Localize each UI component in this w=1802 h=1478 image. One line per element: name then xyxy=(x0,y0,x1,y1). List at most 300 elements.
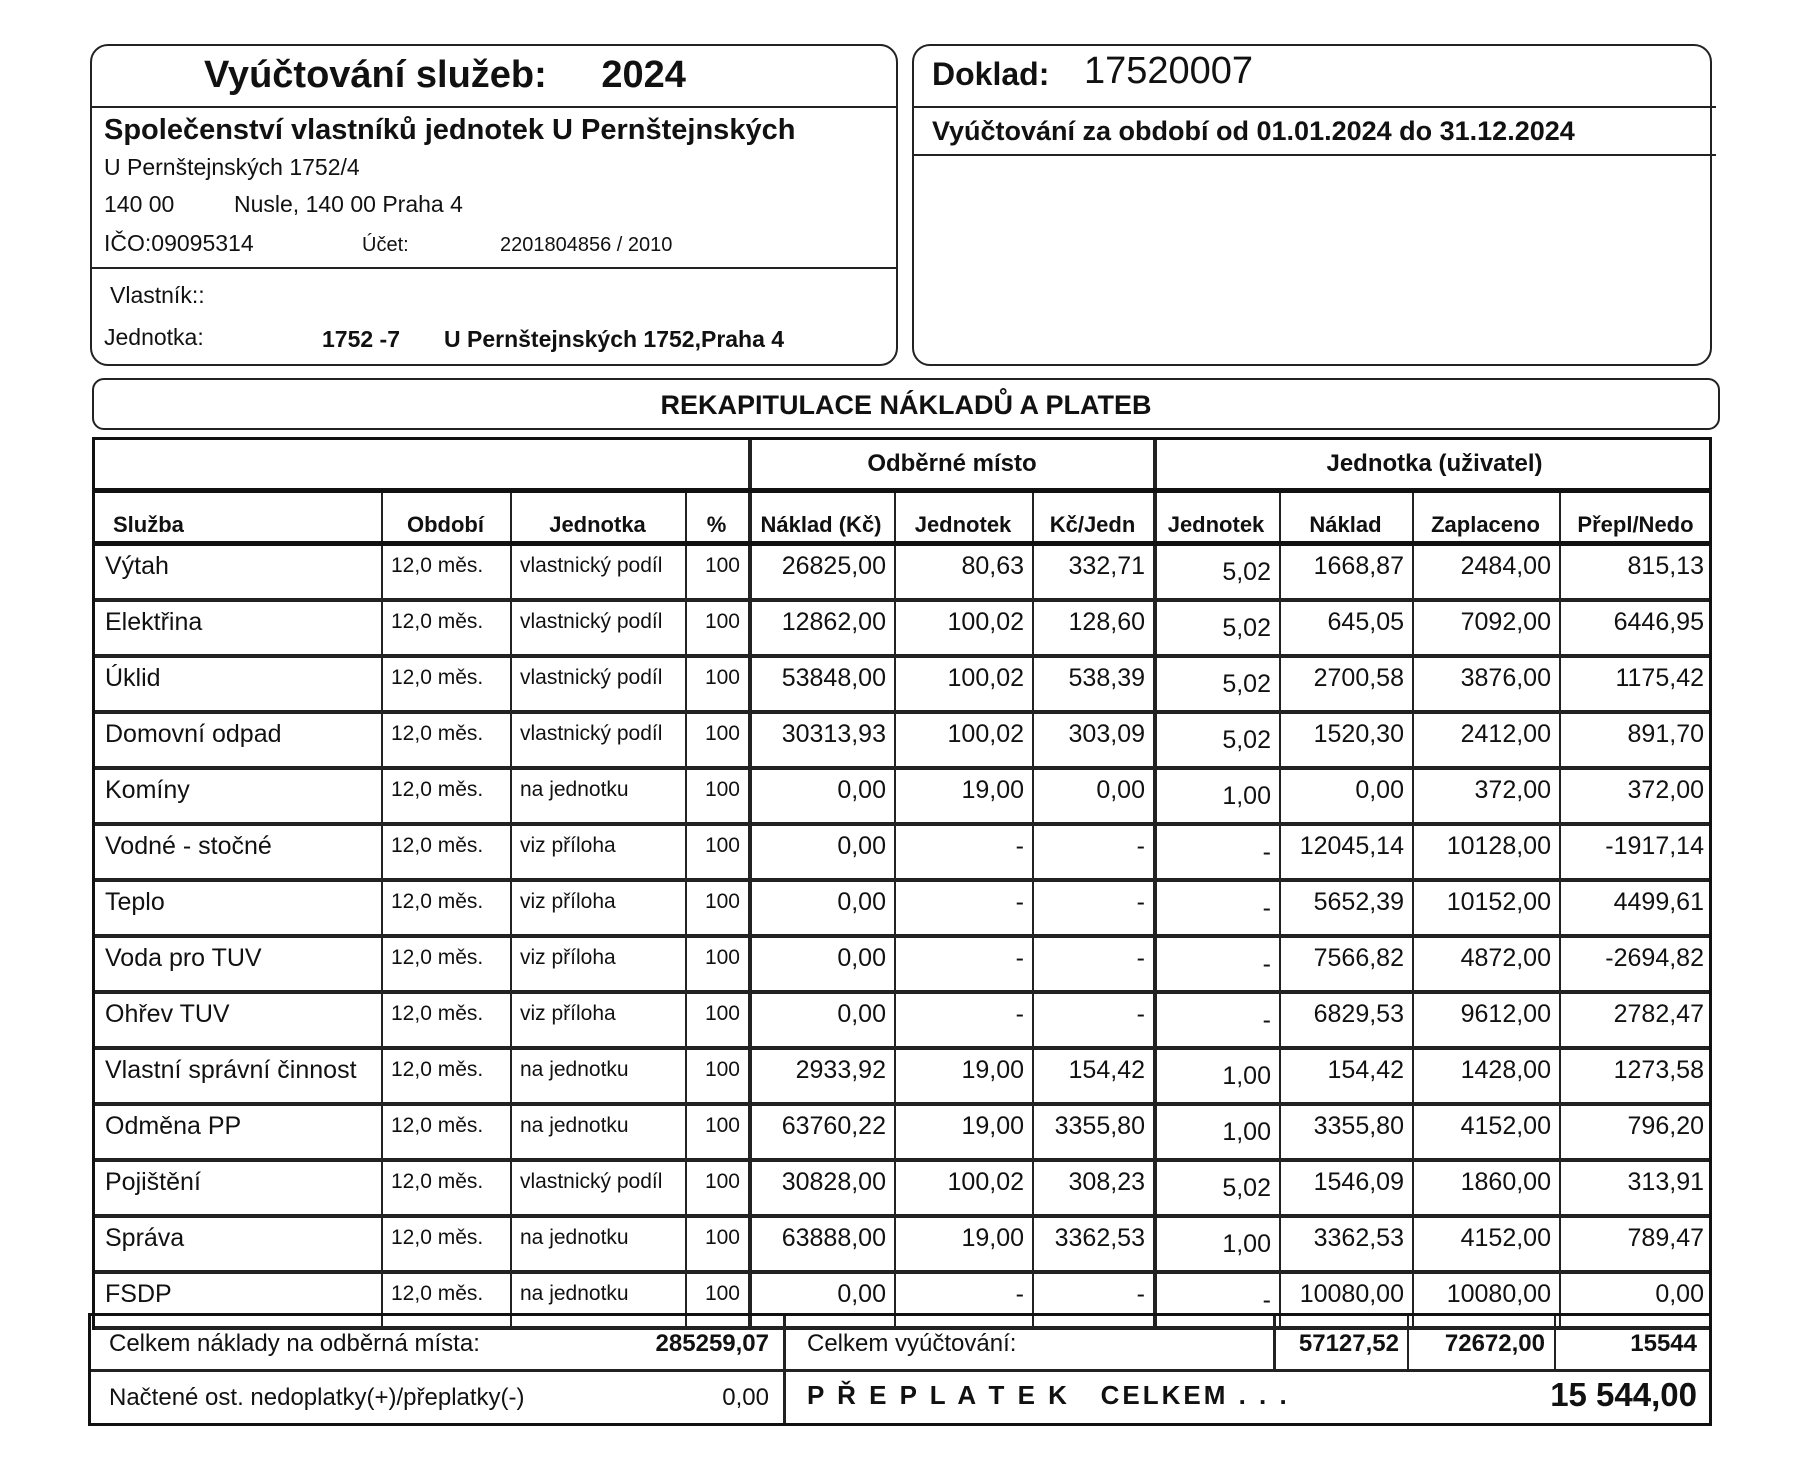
table-cell: 0,00 xyxy=(1355,776,1404,804)
table-cell: - xyxy=(1262,1006,1271,1034)
table-cell: Úklid xyxy=(105,664,161,692)
col-divider xyxy=(1554,1316,1556,1370)
col-divider xyxy=(1559,1162,1561,1214)
table-cell: 100 xyxy=(704,1170,740,1193)
table-cell: - xyxy=(1262,950,1271,978)
group-odberne-misto: Odběrné místo xyxy=(867,450,1037,477)
col-divider xyxy=(1412,602,1414,654)
table-cell: 1175,42 xyxy=(1615,664,1704,692)
col-divider xyxy=(1412,1106,1414,1158)
table-cell: 1,00 xyxy=(1222,1230,1271,1258)
org-name: Společenství vlastníků jednotek U Pernštejnských xyxy=(104,114,796,146)
col-divider xyxy=(748,546,752,598)
table-cell: 2484,00 xyxy=(1460,552,1551,580)
table-cell: 10080,00 xyxy=(1299,1280,1404,1308)
table-row xyxy=(95,1218,1709,1274)
col-divider xyxy=(1559,658,1561,710)
col-divider xyxy=(894,658,896,710)
table-cell: - xyxy=(1015,1000,1024,1028)
col-divider xyxy=(1279,493,1281,541)
table-cell: 1428,00 xyxy=(1460,1056,1551,1084)
col-divider xyxy=(1032,1162,1034,1214)
table-cell: 19,00 xyxy=(961,1224,1024,1252)
col-divider xyxy=(510,994,512,1046)
table-cell: - xyxy=(1015,832,1024,860)
column-header: % xyxy=(706,512,727,537)
col-divider xyxy=(1153,714,1157,766)
col-divider xyxy=(1412,546,1414,598)
table-cell: viz příloha xyxy=(520,834,616,857)
col-divider xyxy=(1559,1106,1561,1158)
col-divider xyxy=(748,602,752,654)
col-divider xyxy=(381,1218,383,1270)
col-divider xyxy=(894,714,896,766)
col-divider xyxy=(381,1050,383,1102)
table-cell: 12,0 měs. xyxy=(391,1282,484,1305)
table-cell: Správa xyxy=(105,1224,185,1252)
table-cell: 30828,00 xyxy=(781,1168,886,1196)
table-cell: 5,02 xyxy=(1222,1174,1271,1202)
table-cell: 1546,09 xyxy=(1313,1168,1404,1196)
table-cell: vlastnický podíl xyxy=(520,554,663,577)
table-body xyxy=(95,546,1709,1330)
table-row xyxy=(95,714,1709,770)
column-header: Služba xyxy=(113,512,184,537)
table-cell: Výtah xyxy=(105,552,169,580)
table-cell: 12,0 měs. xyxy=(391,1170,484,1193)
divider xyxy=(914,106,1716,108)
col-divider xyxy=(1279,546,1281,598)
col-divider xyxy=(1279,1106,1281,1158)
col-divider xyxy=(1559,938,1561,990)
col-divider xyxy=(748,1162,752,1214)
table-cell: 80,63 xyxy=(961,552,1024,580)
table-cell: 63760,22 xyxy=(781,1112,886,1140)
table-cell: 7566,82 xyxy=(1313,944,1404,972)
col-divider xyxy=(1153,602,1157,654)
other-balance-label: Načtené ost. nedoplatky(+)/přeplatky(-) xyxy=(109,1384,525,1411)
col-divider xyxy=(685,714,687,766)
section-title-box xyxy=(92,378,1720,430)
table-cell: 2782,47 xyxy=(1613,1000,1704,1028)
col-divider xyxy=(1279,1050,1281,1102)
doc-label: Doklad: xyxy=(932,56,1050,92)
col-divider xyxy=(510,1106,512,1158)
col-divider xyxy=(1559,493,1561,541)
col-divider xyxy=(1412,714,1414,766)
col-divider xyxy=(1412,826,1414,878)
table-cell: - xyxy=(1136,832,1145,860)
col-divider xyxy=(1559,770,1561,822)
table-cell: 100 xyxy=(704,554,740,577)
title-year: 2024 xyxy=(601,54,686,96)
table-cell: 303,09 xyxy=(1068,720,1145,748)
col-divider xyxy=(1279,770,1281,822)
col-divider xyxy=(381,546,383,598)
table-cell: 7092,00 xyxy=(1460,608,1551,636)
table-cell: - xyxy=(1262,1286,1271,1314)
col-divider xyxy=(748,658,752,710)
table-cell: 100 xyxy=(704,778,740,801)
col-divider xyxy=(748,770,752,822)
col-divider xyxy=(1559,1218,1561,1270)
table-cell: 26825,00 xyxy=(781,552,886,580)
col-divider xyxy=(748,1050,752,1102)
table-cell: 0,00 xyxy=(1096,776,1145,804)
col-divider xyxy=(894,602,896,654)
col-divider xyxy=(1412,493,1414,541)
total-billing-prepl: 15544 xyxy=(1630,1330,1697,1357)
col-divider xyxy=(1559,1050,1561,1102)
doc-number: 17520007 xyxy=(1084,50,1254,92)
col-divider xyxy=(381,493,383,541)
account-value: 2201804856 / 2010 xyxy=(500,234,673,256)
table-row xyxy=(95,1162,1709,1218)
table-cell: 9612,00 xyxy=(1460,1000,1551,1028)
col-divider xyxy=(1279,882,1281,934)
table-cell: - xyxy=(1136,1000,1145,1028)
col-divider xyxy=(685,493,687,541)
table-cell: vlastnický podíl xyxy=(520,1170,663,1193)
table-cell: 12,0 měs. xyxy=(391,1058,484,1081)
table-row xyxy=(95,1106,1709,1162)
col-divider xyxy=(685,1218,687,1270)
col-divider xyxy=(1279,1218,1281,1270)
table-cell: 10128,00 xyxy=(1446,832,1551,860)
col-divider xyxy=(748,826,752,878)
column-header: Zaplaceno xyxy=(1431,512,1540,537)
col-divider xyxy=(1412,1218,1414,1270)
table-cell: 645,05 xyxy=(1327,608,1404,636)
col-divider xyxy=(1153,826,1157,878)
table-cell: 6829,53 xyxy=(1313,1000,1404,1028)
other-balance-value: 0,00 xyxy=(722,1384,769,1411)
table-cell: 4152,00 xyxy=(1460,1112,1551,1140)
col-divider xyxy=(1032,1050,1034,1102)
col-divider xyxy=(1153,1162,1157,1214)
col-divider xyxy=(1032,994,1034,1046)
table-cell: 12,0 měs. xyxy=(391,610,484,633)
col-divider xyxy=(748,938,752,990)
col-divider xyxy=(685,994,687,1046)
col-divider xyxy=(894,938,896,990)
table-row xyxy=(95,546,1709,602)
table-cell: viz příloha xyxy=(520,1002,616,1025)
group-jednotka: Jednotka (uživatel) xyxy=(1326,450,1543,477)
divider xyxy=(91,1369,1709,1372)
col-divider xyxy=(685,1162,687,1214)
col-divider xyxy=(1032,714,1034,766)
table-cell: 100 xyxy=(704,1002,740,1025)
col-divider xyxy=(1412,938,1414,990)
table-cell: 3362,53 xyxy=(1313,1224,1404,1252)
title-label: Vyúčtování služeb: xyxy=(204,54,547,96)
col-divider xyxy=(894,1106,896,1158)
table-row xyxy=(95,658,1709,714)
statement-title xyxy=(204,54,686,97)
column-header-row xyxy=(95,493,1709,546)
unit-number: 1752 -7 xyxy=(322,326,401,352)
col-divider xyxy=(894,1162,896,1214)
table-cell: na jednotku xyxy=(520,1114,629,1137)
table-cell: 100,02 xyxy=(947,720,1024,748)
table-cell: Elektřina xyxy=(105,608,203,636)
col-divider xyxy=(1412,658,1414,710)
table-cell: 19,00 xyxy=(961,1112,1024,1140)
col-divider xyxy=(1032,882,1034,934)
table-cell: 100 xyxy=(704,1282,740,1305)
col-divider xyxy=(685,1050,687,1102)
table-cell: 100,02 xyxy=(947,664,1024,692)
table-cell: 100 xyxy=(704,834,740,857)
table-cell: 5652,39 xyxy=(1313,888,1404,916)
table-cell: 372,00 xyxy=(1627,776,1704,804)
col-divider xyxy=(1153,1218,1157,1270)
table-cell: 0,00 xyxy=(837,1000,886,1028)
col-divider xyxy=(510,938,512,990)
table-cell: na jednotku xyxy=(520,778,629,801)
table-cell: 10152,00 xyxy=(1446,888,1551,916)
table-cell: - xyxy=(1015,944,1024,972)
table-cell: Komíny xyxy=(105,776,190,804)
table-cell: - xyxy=(1136,1280,1145,1308)
table-cell: 10080,00 xyxy=(1446,1280,1551,1308)
total-billing-naklad: 57127,52 xyxy=(1298,1330,1399,1357)
col-divider xyxy=(685,826,687,878)
col-divider xyxy=(1153,938,1157,990)
col-divider xyxy=(510,770,512,822)
col-divider xyxy=(748,714,752,766)
col-divider xyxy=(510,546,512,598)
table-cell: 2933,92 xyxy=(795,1056,886,1084)
col-divider xyxy=(381,770,383,822)
col-divider xyxy=(894,882,896,934)
table-cell: 63888,00 xyxy=(781,1224,886,1252)
table-cell: 53848,00 xyxy=(781,664,886,692)
unit-address: U Pernštejnských 1752,Praha 4 xyxy=(444,326,785,352)
org-zip: 140 00 xyxy=(104,191,175,217)
table-row xyxy=(95,994,1709,1050)
col-divider xyxy=(748,1106,752,1158)
col-divider xyxy=(783,1316,786,1423)
col-divider xyxy=(1279,826,1281,878)
table-cell: 2700,58 xyxy=(1313,664,1404,692)
col-divider xyxy=(1279,658,1281,710)
col-divider xyxy=(748,994,752,1046)
table-row xyxy=(95,1050,1709,1106)
table-cell: vlastnický podíl xyxy=(520,610,663,633)
col-divider xyxy=(381,994,383,1046)
table-cell: 154,42 xyxy=(1327,1056,1404,1084)
table-cell: 100 xyxy=(704,666,740,689)
col-divider xyxy=(748,493,752,541)
table-cell: na jednotku xyxy=(520,1226,629,1249)
col-divider xyxy=(510,882,512,934)
table-cell: Teplo xyxy=(105,888,165,916)
col-divider xyxy=(1279,994,1281,1046)
table-row xyxy=(95,602,1709,658)
table-cell: 1,00 xyxy=(1222,782,1271,810)
col-divider xyxy=(1412,882,1414,934)
table-row xyxy=(95,826,1709,882)
col-divider xyxy=(894,770,896,822)
col-divider xyxy=(1032,938,1034,990)
table-cell: 332,71 xyxy=(1068,552,1145,580)
col-divider xyxy=(685,658,687,710)
divider xyxy=(92,106,896,108)
table-cell: vlastnický podíl xyxy=(520,666,663,689)
table-cell: -2694,82 xyxy=(1605,944,1704,972)
table-cell: 100,02 xyxy=(947,1168,1024,1196)
table-cell: 2412,00 xyxy=(1460,720,1551,748)
table-row xyxy=(95,938,1709,994)
table-cell: 12,0 měs. xyxy=(391,554,484,577)
col-divider xyxy=(1032,1218,1034,1270)
col-divider xyxy=(381,714,383,766)
col-divider xyxy=(510,658,512,710)
org-city: Nusle, 140 00 Praha 4 xyxy=(234,191,463,217)
col-divider xyxy=(381,938,383,990)
table-cell: 12,0 měs. xyxy=(391,946,484,969)
col-divider xyxy=(685,938,687,990)
table-cell: Domovní odpad xyxy=(105,720,282,748)
table-cell: 0,00 xyxy=(1655,1280,1704,1308)
table-cell: 5,02 xyxy=(1222,670,1271,698)
col-divider xyxy=(1412,770,1414,822)
table-cell: 815,13 xyxy=(1627,552,1704,580)
col-divider xyxy=(1032,658,1034,710)
table-cell: Vodné - stočné xyxy=(105,832,272,860)
overpayment-value: 15 544,00 xyxy=(1550,1376,1697,1413)
col-divider xyxy=(1279,602,1281,654)
col-divider xyxy=(685,882,687,934)
table-cell: 100 xyxy=(704,946,740,969)
table-cell: 100 xyxy=(704,610,740,633)
table-cell: 308,23 xyxy=(1068,1168,1145,1196)
col-divider xyxy=(1153,493,1157,541)
col-divider xyxy=(748,882,752,934)
col-divider xyxy=(510,1162,512,1214)
col-divider xyxy=(894,546,896,598)
org-ico: IČO:09095314 xyxy=(104,230,254,256)
table-cell: 128,60 xyxy=(1068,608,1145,636)
table-cell: na jednotku xyxy=(520,1058,629,1081)
total-billing-zaplaceno: 72672,00 xyxy=(1444,1330,1545,1357)
col-divider xyxy=(1032,493,1034,541)
col-divider xyxy=(1153,1106,1157,1158)
col-divider xyxy=(1032,770,1034,822)
table-cell: 796,20 xyxy=(1627,1112,1704,1140)
table-cell: na jednotku xyxy=(520,1282,629,1305)
table-cell: 538,39 xyxy=(1068,664,1145,692)
col-divider xyxy=(1153,882,1157,934)
header-box xyxy=(90,44,898,366)
table-row xyxy=(95,770,1709,826)
table-cell: 4872,00 xyxy=(1460,944,1551,972)
unit-label: Jednotka: xyxy=(104,324,204,350)
table-cell: 12,0 měs. xyxy=(391,1002,484,1025)
column-header: Přepl/Nedo xyxy=(1577,512,1694,537)
table-cell: 3876,00 xyxy=(1460,664,1551,692)
table-cell: 313,91 xyxy=(1627,1168,1704,1196)
table-cell: 0,00 xyxy=(837,832,886,860)
col-divider xyxy=(1153,658,1157,710)
col-divider xyxy=(894,1218,896,1270)
table-cell: Voda pro TUV xyxy=(105,944,262,972)
table-cell: Vlastní správní činnost xyxy=(105,1056,357,1084)
table-cell: - xyxy=(1136,888,1145,916)
col-divider xyxy=(381,602,383,654)
table-cell: viz příloha xyxy=(520,890,616,913)
col-divider xyxy=(1412,1162,1414,1214)
col-divider xyxy=(1273,1316,1276,1370)
col-divider xyxy=(510,714,512,766)
divider xyxy=(914,154,1716,156)
col-divider xyxy=(510,493,512,541)
col-divider xyxy=(1279,1162,1281,1214)
org-address: U Pernštejnských 1752/4 xyxy=(104,154,360,180)
column-header: Jednotek xyxy=(1167,512,1265,537)
table-cell: - xyxy=(1262,894,1271,922)
total-billing-label: Celkem vyúčtování: xyxy=(807,1330,1017,1357)
table-cell: 100 xyxy=(704,890,740,913)
column-header: Kč/Jedn xyxy=(1049,512,1136,537)
total-costs-label: Celkem náklady na odběrná místa: xyxy=(109,1330,480,1357)
table-cell: 1860,00 xyxy=(1460,1168,1551,1196)
column-header: Jednotek xyxy=(914,512,1012,537)
col-divider xyxy=(1279,938,1281,990)
table-cell: 12,0 měs. xyxy=(391,666,484,689)
table-cell: 1668,87 xyxy=(1313,552,1404,580)
group-header-row xyxy=(95,440,1709,493)
table-cell: 100 xyxy=(704,1058,740,1081)
table-cell: 100 xyxy=(704,1226,740,1249)
table-cell: 12,0 měs. xyxy=(391,778,484,801)
col-divider xyxy=(510,1050,512,1102)
table-cell: - xyxy=(1015,888,1024,916)
table-cell: 1,00 xyxy=(1222,1062,1271,1090)
col-divider xyxy=(685,1106,687,1158)
column-header: Náklad (Kč) xyxy=(760,512,882,537)
col-divider xyxy=(381,882,383,934)
table-cell: Pojištění xyxy=(105,1168,201,1196)
section-title: REKAPITULACE NÁKLADŮ A PLATEB xyxy=(660,390,1152,420)
col-divider xyxy=(1412,994,1414,1046)
table-cell: 3362,53 xyxy=(1054,1224,1145,1252)
table-cell: 30313,93 xyxy=(781,720,886,748)
col-divider xyxy=(1412,1050,1414,1102)
column-header: Jednotka xyxy=(549,512,646,537)
col-divider xyxy=(1407,1316,1409,1370)
col-divider xyxy=(748,1218,752,1270)
table-cell: 789,47 xyxy=(1627,1224,1704,1252)
col-divider xyxy=(1032,602,1034,654)
col-divider xyxy=(1153,994,1157,1046)
table-cell: 5,02 xyxy=(1222,558,1271,586)
table-cell: 100,02 xyxy=(947,608,1024,636)
table-cell: -1917,14 xyxy=(1605,832,1704,860)
col-divider xyxy=(1559,826,1561,878)
table-cell: Odměna PP xyxy=(105,1112,242,1140)
col-divider xyxy=(381,826,383,878)
table-cell: 4152,00 xyxy=(1460,1224,1551,1252)
col-divider xyxy=(894,493,896,541)
table-cell: 1,00 xyxy=(1222,1118,1271,1146)
col-divider xyxy=(510,602,512,654)
table-cell: 0,00 xyxy=(837,1280,886,1308)
table-cell: 154,42 xyxy=(1068,1056,1145,1084)
account-label: Účet: xyxy=(362,234,409,256)
